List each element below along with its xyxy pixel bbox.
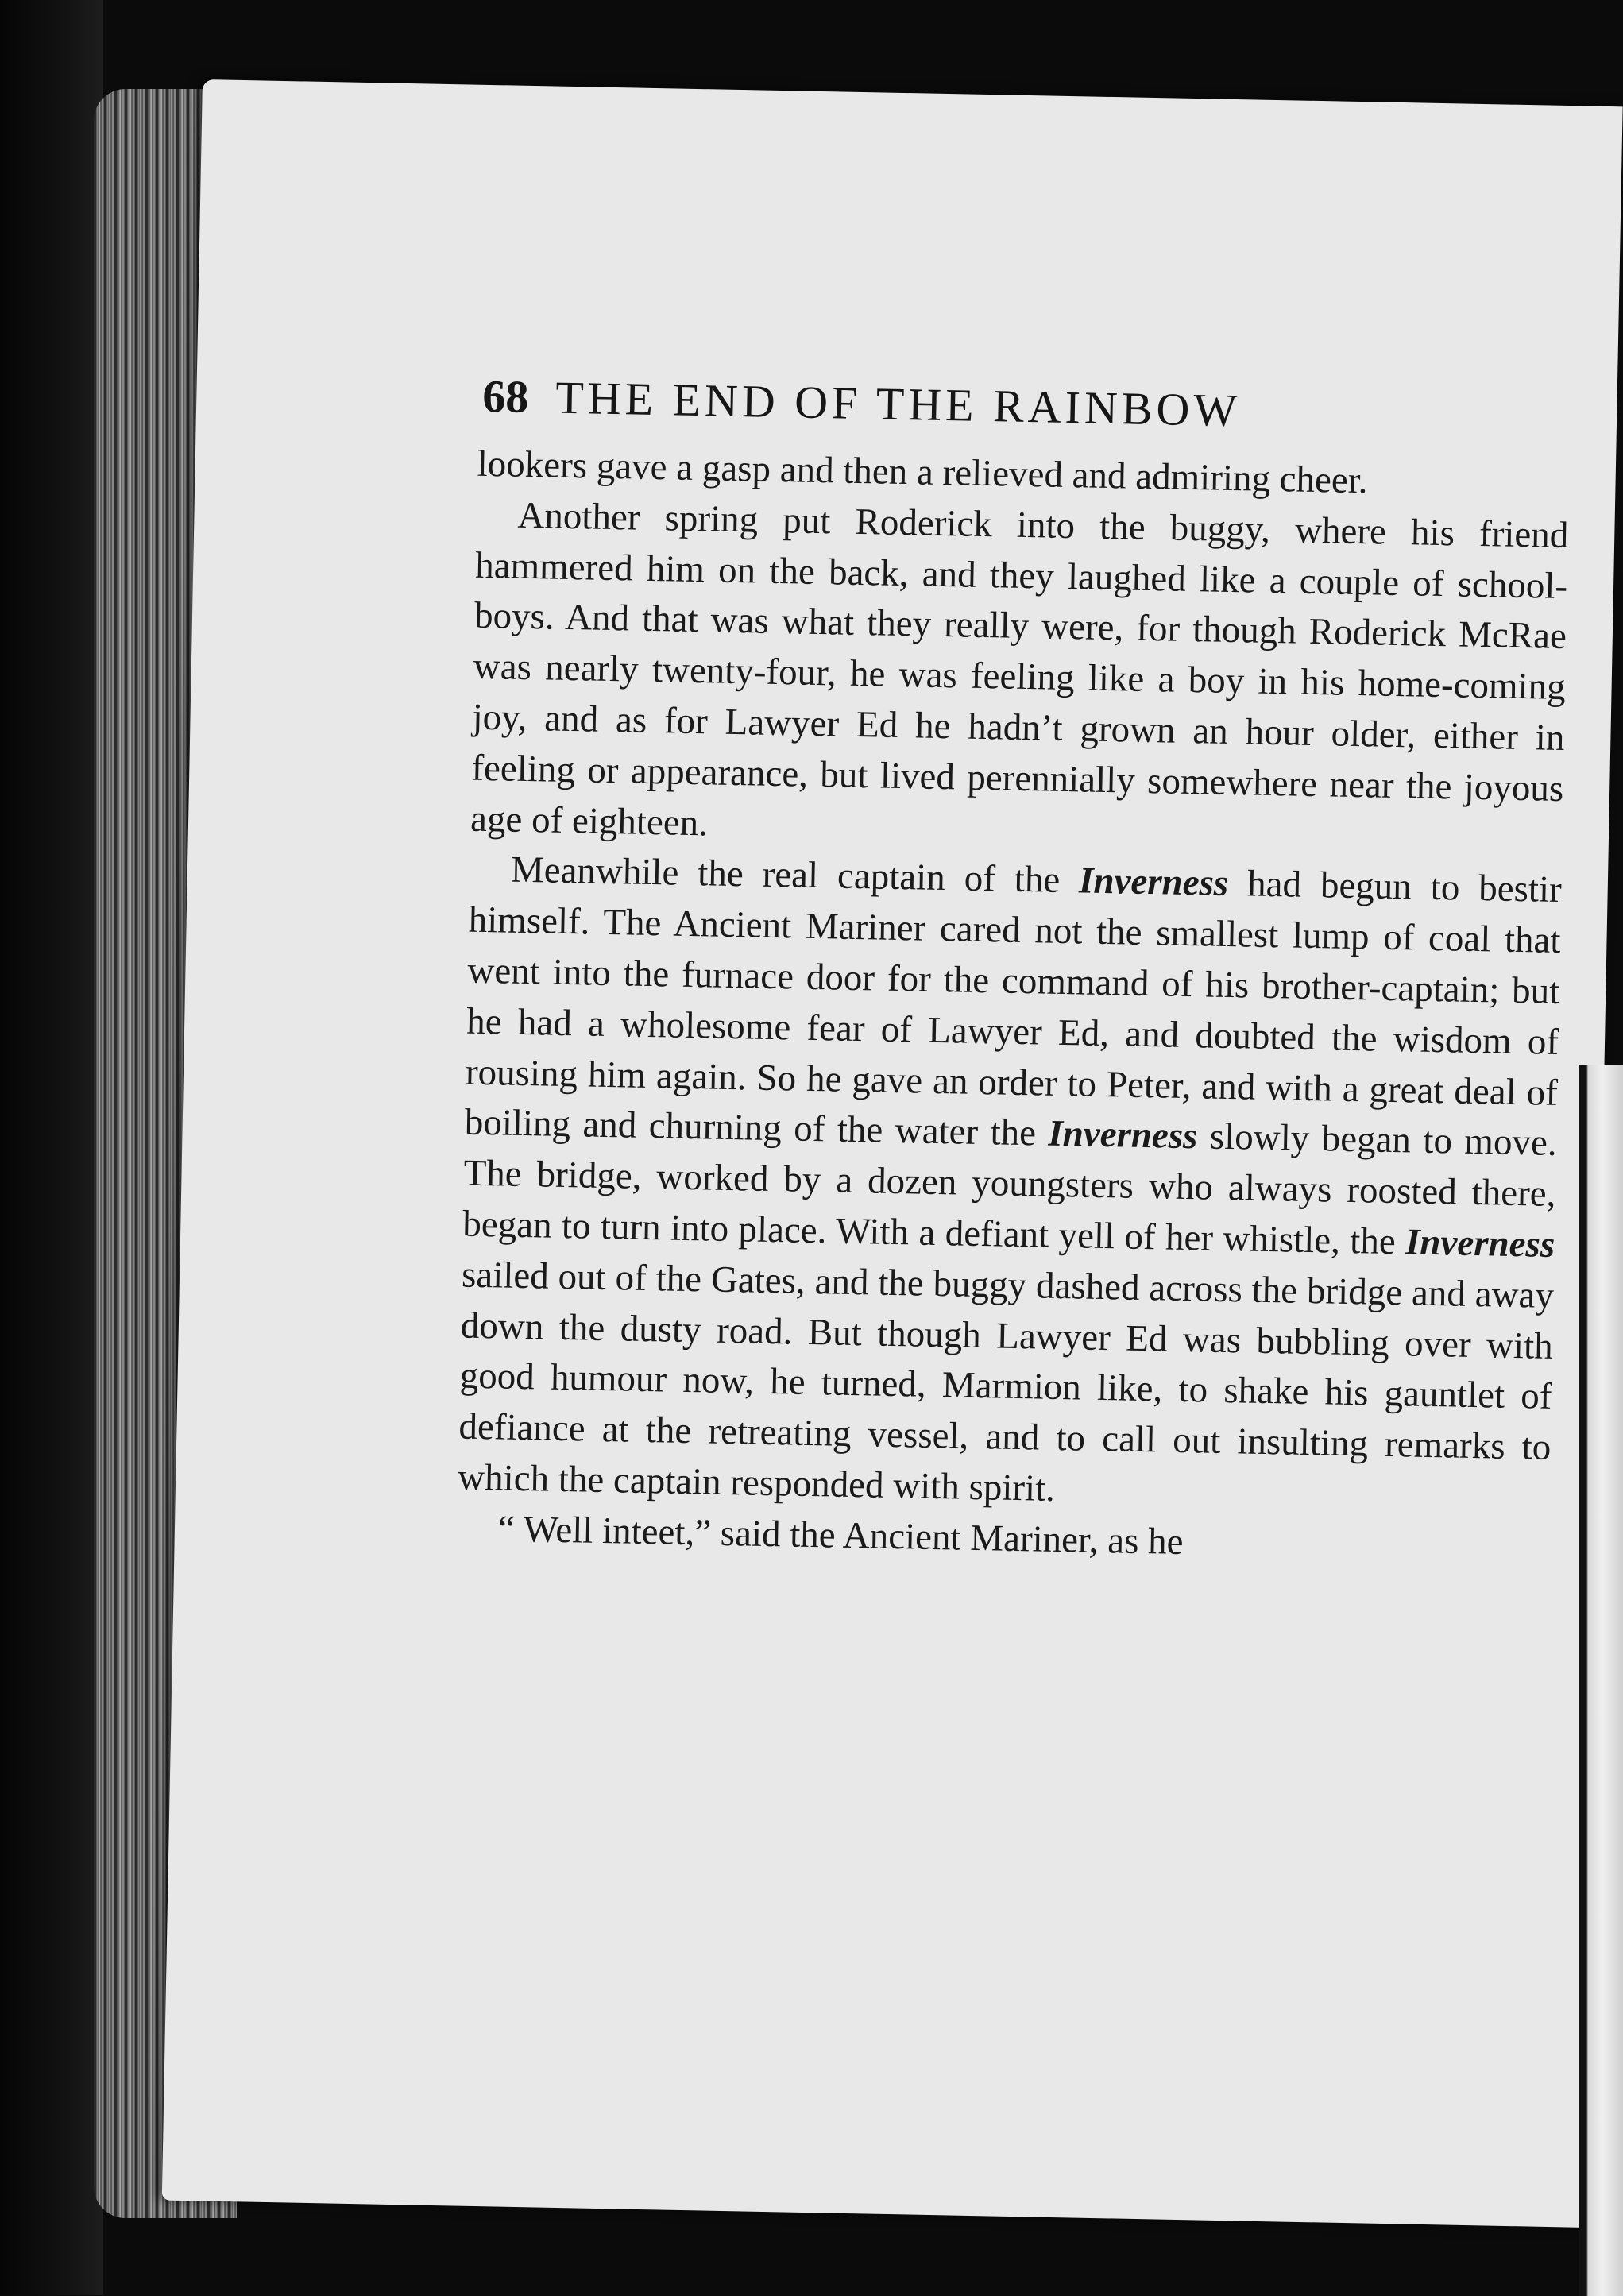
scan-background <box>0 0 103 2295</box>
book-page <box>162 79 1623 2228</box>
paragraph-4: “ Well inteet,” said the Ancient Mariner, as he <box>497 1508 1184 1563</box>
paragraph-3-part: slowly began to move. The bridge, worked by a dozen youngsters who always roosted there, began to turn into place. With a defiant yell of her whistle, the <box>462 1115 1558 1263</box>
ship-name: Inverness <box>1405 1221 1555 1266</box>
paragraph-3-part: had begun to bestir himself. The Ancient Mariner cared not the smallest lump of coal that went into the furnace door for the command of his brother-captain; but he had a wholesome fear of Lawyer Ed, and doubted the wisdom of rousing him again. So he gave an order to Peter, and with a great deal of boiling and churning of the water the <box>464 863 1563 1155</box>
paragraph-3-part: Meanwhile the real captain of the <box>510 849 1080 902</box>
book-title: THE END OF THE RAINBOW <box>555 371 1242 437</box>
paragraph-2: Another spring put Roderick into the buggy, where his friend hammered him on the back, and they laughed like a couple of school-boys. And that was what they really were, for though Roderick McRae was nearly twenty-four, he was feeling like a boy in his home-coming joy, and as for Lawyer Ed he hadn’t grown an hour older, either in feeling or appearance, but lived perennially somewhere near the joyous age of eighteen. <box>470 494 1569 844</box>
next-page-edge <box>1579 1065 1623 2296</box>
ship-name: Inverness <box>1048 1113 1198 1158</box>
body-text <box>456 439 1570 1575</box>
running-header <box>482 369 1579 443</box>
paragraph-1: lookers gave a gasp and then a relieved and admiring cheer. <box>477 443 1369 502</box>
page-number: 68 <box>481 369 530 423</box>
paragraph-3 <box>458 845 1563 1525</box>
ship-name: Inverness <box>1078 860 1229 905</box>
paragraph-3-part: sailed out of the Gates, and the buggy dashed across the bridge and away down the dusty road. But though Lawyer Ed was bubbling over with good humour now, he turned, Marmion like, to shake his gauntlet of defiance at the retreating vessel, and to call out insulting remarks to which the captain responded with spirit. <box>457 1254 1555 1509</box>
